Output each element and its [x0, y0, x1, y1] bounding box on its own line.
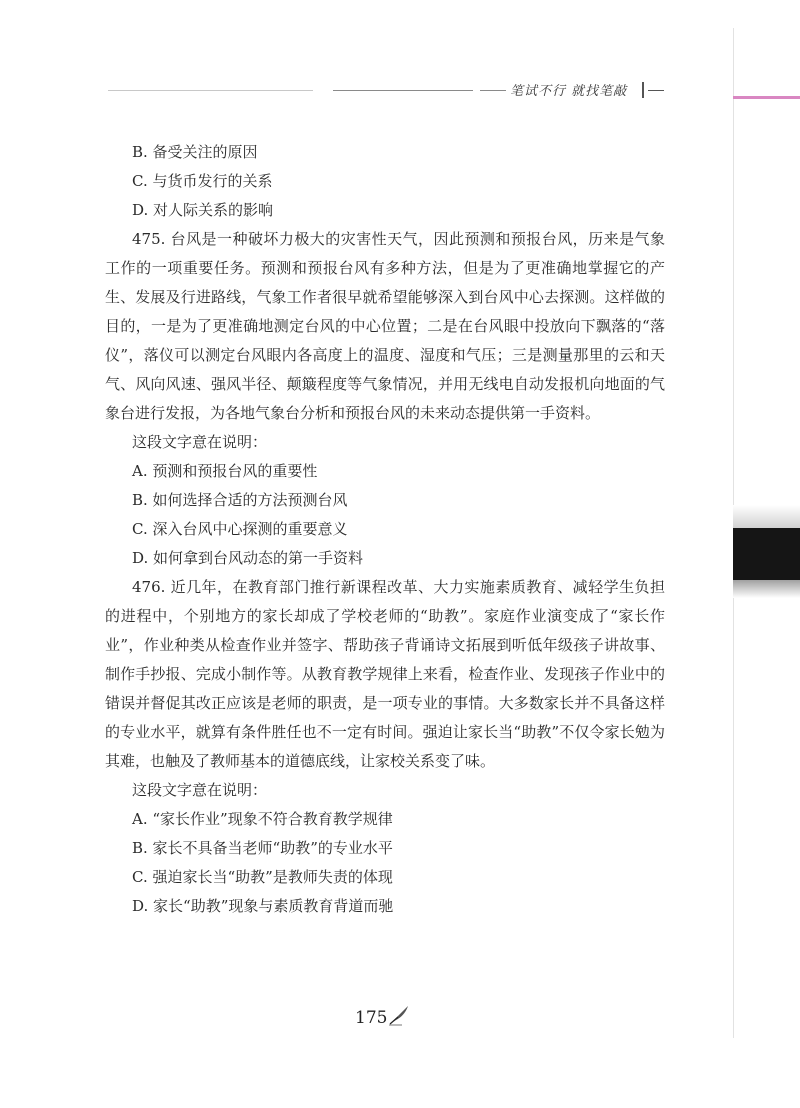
header-separator	[642, 82, 644, 98]
q474-option-d: D. 对人际关系的影响	[132, 201, 274, 219]
q476-option-a: A. “家长作业”现象不符合教育教学规律	[132, 810, 393, 828]
page-edge-shadow-bottom	[733, 580, 800, 598]
page-number: 175	[355, 1008, 388, 1028]
header-rule-middle	[333, 90, 473, 91]
q476-question: 这段文字意在说明：	[132, 781, 268, 799]
quill-icon	[388, 1004, 410, 1026]
header-rule-dash	[480, 90, 506, 91]
q475-option-d: D. 如何拿到台风动态的第一手资料	[132, 549, 364, 567]
q476-passage: 476. 近几年，在教育部门推行新课程改革、大力实施素质教育、减轻学生负担的进程中，个别地方的家长却成了学校老师的“助教”。家庭作业演变成了“家长作业”，作业种类从检查作业并签字、帮助孩子背诵诗文拓展到听低年级孩子讲故事、制作手抄报、完成小制作等。从教育教学规律上来看，检查作业、发现孩子作业中的错误并督促其改正应该是老师的职责，是一项专业的事情。大多数家长并不具备这样的专业水平，就算有条件胜任也不一定有时间。强迫让家长当“助教”不仅令家长勉为其难，也触及了教师基本的道德底线，让家校关系变了味。	[105, 578, 665, 770]
q475-option-b: B. 如何选择合适的方法预测台风	[132, 491, 348, 509]
q474-option-b: B. 备受关注的原因	[132, 143, 258, 161]
page-edge-shadow-top	[733, 505, 800, 529]
q475-question: 这段文字意在说明：	[132, 433, 268, 451]
q475-option-c: C. 深入台风中心探测的重要意义	[132, 520, 348, 538]
page-edge-color-tab	[733, 96, 800, 99]
header-rule-left	[108, 90, 313, 91]
header-slogan: 笔试不行 就找笔敲	[510, 84, 628, 99]
q474-option-c: C. 与货币发行的关系	[132, 172, 273, 190]
q475-option-a: A. 预测和预报台风的重要性	[132, 462, 318, 480]
q476-option-d: D. 家长“助教”现象与素质教育背道而驰	[132, 897, 394, 915]
page-content	[105, 138, 665, 921]
header-rule-tail	[648, 90, 664, 91]
q476-option-c: C. 强迫家长当“助教”是教师失责的体现	[132, 868, 393, 886]
page-edge-thumb-index	[733, 528, 800, 580]
q476-option-b: B. 家长不具备当老师“助教”的专业水平	[132, 839, 393, 857]
q475-passage: 475. 台风是一种破坏力极大的灾害性天气，因此预测和预报台风，历来是气象工作的一项重要任务。预测和预报台风有多种方法，但是为了更准确地掌握它的产生、发展及行进路线，气象工作者很早就希望能够深入到台风中心去探测。这样做的目的，一是为了更准确地测定台风的中心位置；二是在台风眼中投放向下飘落的“落仪”，落仪可以测定台风眼内各高度上的温度、湿度和气压；三是测量那里的云和天气、风向风速、强风半径、颠簸程度等气象情况，并用无线电自动发报机向地面的气象台进行发报，为各地气象台分析和预报台风的未来动态提供第一手资料。	[105, 230, 665, 422]
